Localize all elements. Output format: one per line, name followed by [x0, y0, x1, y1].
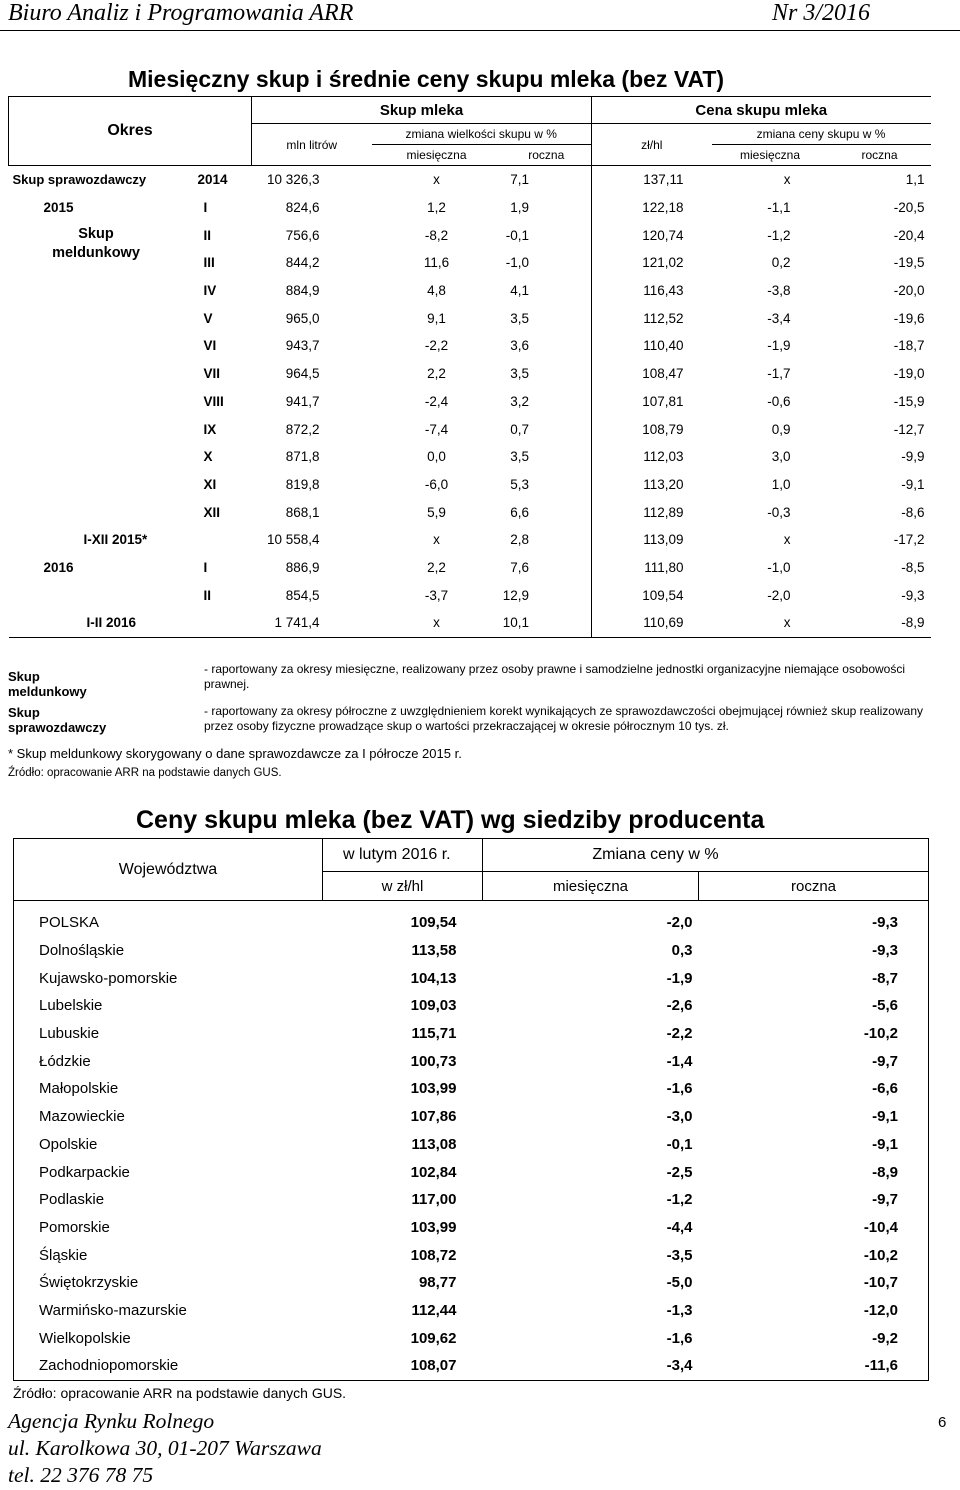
monthly-change-cell: -1,3	[666, 1301, 693, 1319]
region-name: Śląskie	[14, 1241, 323, 1269]
table-row	[14, 1131, 929, 1159]
footer-agency: Agencja Rynku Rolnego	[8, 1409, 215, 1433]
table-row	[9, 332, 931, 360]
value-cell: 113,09	[592, 526, 712, 554]
value-cell: -0,6	[767, 393, 791, 409]
table-row	[14, 1269, 929, 1297]
legend-term-meldunkowy: Skup meldunkowy	[8, 669, 87, 699]
value-cell: -9,3	[901, 587, 925, 603]
price-cell: 107,86	[410, 1108, 457, 1126]
value-cell: -18,7	[893, 338, 925, 354]
value-cell: 112,89	[592, 498, 712, 526]
row-label-sum-2015: I-XII 2015*	[83, 532, 148, 548]
value-cell: -8,9	[829, 609, 931, 637]
yearly-change-cell: -10,2	[699, 1020, 929, 1048]
legend-def-meldunkowy: - raportowany za okresy miesięczne, realizowany przez osoby prawne i samodzielne jednostki organizacyjne niemające osobowości prawnej.	[204, 662, 906, 691]
header-cena-skupu: Cena skupu mleka	[592, 97, 931, 124]
table-row	[9, 471, 931, 499]
value-cell: 964,5	[285, 366, 320, 382]
header-zmiana-wielkosci: zmiana wielkości skupu w %	[372, 124, 592, 145]
yearly-change-cell: -9,7	[699, 1186, 929, 1214]
value-cell: 1,9	[510, 200, 529, 216]
table-row	[9, 581, 931, 609]
header-skup-mleka: Skup mleka	[252, 97, 592, 124]
value-cell: -19,6	[893, 310, 925, 326]
value-cell: 108,79	[592, 415, 712, 443]
value-cell: 871,8	[285, 449, 320, 465]
value-cell: 5,3	[510, 476, 529, 492]
value-cell: 10 326,3	[266, 172, 320, 188]
table-row	[9, 304, 931, 332]
region-name: Kujawsko-pomorskie	[14, 964, 323, 992]
table-row	[9, 360, 931, 388]
page-number: 6	[938, 1414, 947, 1431]
month-label: I	[203, 559, 208, 575]
value-cell: 0,0	[427, 449, 446, 465]
value-cell: 110,40	[592, 332, 712, 360]
value-cell: -1,2	[767, 227, 791, 243]
value-cell: 4,1	[510, 283, 529, 299]
value-cell: 2,2	[427, 366, 446, 382]
value-cell: 965,0	[285, 310, 320, 326]
footer-phone: tel. 22 376 78 75	[8, 1463, 154, 1487]
value-cell: 884,9	[285, 283, 320, 299]
value-cell: x	[433, 172, 440, 188]
header-mln-litrow: mln litrów	[252, 124, 372, 166]
value-cell: 110,69	[592, 609, 712, 637]
empty-label-cell	[9, 304, 184, 332]
value-cell: 12,9	[502, 587, 529, 603]
value-cell: -17,2	[893, 532, 925, 548]
table-row	[9, 526, 931, 554]
header-w-lutym: w lutym 2016 r.	[323, 839, 483, 872]
empty-label-cell	[9, 498, 184, 526]
value-cell: 10,1	[502, 609, 592, 637]
table-row	[9, 221, 931, 249]
month-label: II	[203, 227, 212, 243]
table-row	[14, 992, 929, 1020]
table-row	[9, 443, 931, 471]
month-label: VIII	[203, 393, 224, 409]
value-cell: -20,0	[893, 283, 925, 299]
header-miesieczna-cena: miesięczna	[712, 145, 829, 166]
value-cell: -1,0	[767, 559, 791, 575]
table1-title: Miesięczny skup i średnie ceny skupu mleka (bez VAT)	[128, 66, 725, 92]
value-cell: -2,4	[424, 393, 449, 409]
footer-street: ul. Karolkowa 30, 01-207 Warszawa	[8, 1436, 322, 1460]
monthly-change-cell: -2,5	[666, 1163, 693, 1181]
yearly-change-cell: -9,1	[699, 1131, 929, 1159]
header-zmiana-ceny-pct: Zmiana ceny w %	[483, 839, 929, 872]
value-cell: 116,43	[592, 277, 712, 305]
meldunkowy-line-2: meldunkowy	[52, 245, 140, 262]
table-row	[14, 1352, 929, 1380]
year-label-2015: 2015	[43, 200, 74, 216]
header-okres: Okres	[9, 97, 252, 166]
value-cell: 3,0	[771, 449, 791, 465]
table-row	[14, 964, 929, 992]
table-row	[14, 901, 929, 937]
region-name: Dolnośląskie	[14, 937, 323, 965]
empty-label-cell	[9, 388, 184, 416]
yearly-change-cell: -10,7	[699, 1269, 929, 1297]
header-wojewodztwa: Województwa	[14, 839, 323, 901]
region-name: Podlaskie	[14, 1186, 323, 1214]
source-note-1: Źródło: opracowanie ARR na podstawie danych GUS.	[8, 767, 282, 779]
table-row	[14, 1103, 929, 1131]
month-label: I	[203, 200, 208, 216]
value-cell: -8,2	[424, 227, 449, 243]
value-cell: 0,2	[771, 255, 791, 271]
value-cell: 1,0	[771, 476, 791, 492]
table-row	[14, 1241, 929, 1269]
monthly-change-cell: -5,0	[666, 1274, 693, 1292]
price-cell: 102,84	[410, 1163, 457, 1181]
value-cell: 824,6	[285, 200, 320, 216]
value-cell: 111,80	[592, 554, 712, 582]
value-cell: -9,9	[901, 449, 925, 465]
value-cell: 3,5	[510, 366, 529, 382]
price-cell: 103,99	[410, 1080, 457, 1098]
value-cell: 3,5	[510, 449, 529, 465]
yearly-change-cell: -9,3	[699, 937, 929, 965]
region-name: Mazowieckie	[14, 1103, 323, 1131]
value-cell: 109,54	[592, 581, 712, 609]
value-cell: -8,5	[901, 559, 925, 575]
region-name: Zachodniopomorskie	[14, 1352, 323, 1380]
monthly-change-cell: -1,6	[666, 1080, 693, 1098]
value-cell: -1,0	[505, 255, 529, 271]
value-cell: -7,4	[424, 421, 449, 437]
price-cell: 98,77	[418, 1274, 457, 1292]
table2-title: Ceny skupu mleka (bez VAT) wg siedziby producenta	[136, 806, 765, 834]
yearly-change-cell: -9,7	[699, 1047, 929, 1075]
yearly-change-cell: -11,6	[699, 1352, 929, 1380]
month-label: VII	[203, 366, 221, 382]
value-cell: x	[372, 609, 502, 637]
yearly-change-cell: -12,0	[699, 1297, 929, 1325]
value-cell: -15,9	[893, 393, 925, 409]
yearly-change-cell: -9,1	[699, 1103, 929, 1131]
table-row	[9, 166, 931, 194]
region-name: POLSKA	[14, 901, 323, 937]
value-cell: 112,03	[592, 443, 712, 471]
monthly-change-cell: -1,9	[666, 969, 693, 987]
value-cell: -1,1	[767, 200, 791, 216]
header-publisher: Biuro Analiz i Programowania ARR	[8, 0, 354, 26]
table-row	[9, 277, 931, 305]
value-cell: 2,8	[510, 532, 529, 548]
monthly-change-cell: -3,5	[666, 1246, 693, 1264]
price-cell: 109,03	[410, 997, 457, 1015]
month-label: X	[203, 449, 213, 465]
monthly-change-cell: -2,0	[666, 914, 693, 932]
table-row	[14, 1047, 929, 1075]
price-cell: 117,00	[411, 1191, 457, 1209]
row-label-sum-2016: I-II 2016	[9, 609, 252, 637]
table-row	[14, 1214, 929, 1242]
empty-label-cell	[9, 443, 184, 471]
yearly-change-cell: -8,7	[699, 964, 929, 992]
month-label: IX	[203, 421, 217, 437]
price-cell: 112,44	[411, 1301, 457, 1319]
price-cell: 103,99	[410, 1218, 457, 1236]
value-cell: 5,9	[427, 504, 446, 520]
table-row	[14, 1075, 929, 1103]
price-cell: 108,72	[410, 1246, 457, 1264]
monthly-change-cell: -1,4	[666, 1052, 693, 1070]
page-header	[0, 0, 960, 31]
value-cell: 120,74	[592, 221, 712, 249]
value-cell: 10 558,4	[266, 532, 320, 548]
value-cell: 3,2	[510, 393, 529, 409]
header-miesieczna-skup: miesięczna	[372, 145, 502, 166]
value-cell: -3,7	[424, 587, 449, 603]
monthly-change-cell: -1,2	[666, 1191, 693, 1209]
value-cell: 2,2	[427, 559, 446, 575]
value-cell: x	[783, 172, 791, 188]
value-cell: 756,6	[285, 227, 320, 243]
value-cell: -1,9	[767, 338, 791, 354]
region-name: Wielkopolskie	[14, 1324, 323, 1352]
header-miesieczna: miesięczna	[483, 872, 699, 901]
region-name: Podkarpackie	[14, 1158, 323, 1186]
table-row	[9, 554, 931, 582]
row-label-skup-sprawozdawczy: Skup sprawozdawczy	[12, 172, 147, 188]
yearly-change-cell: -10,4	[699, 1214, 929, 1242]
yearly-change-cell: -6,6	[699, 1075, 929, 1103]
value-cell: 0,7	[510, 421, 529, 437]
value-cell: 819,8	[285, 476, 320, 492]
price-cell: 115,71	[411, 1025, 457, 1043]
value-cell: -8,6	[901, 504, 925, 520]
legend-term-sprawozdawczy: Skup sprawozdawczy	[8, 705, 107, 735]
footer-address	[8, 1408, 322, 1489]
region-name: Lubelskie	[14, 992, 323, 1020]
value-cell: 112,52	[592, 304, 712, 332]
year-label-2016: 2016	[43, 559, 74, 575]
price-cell: 100,73	[410, 1052, 457, 1070]
table-row	[9, 415, 931, 443]
value-cell: 3,5	[510, 310, 529, 326]
value-cell: -1,7	[767, 366, 791, 382]
value-cell: x	[783, 532, 791, 548]
month-label: V	[203, 310, 213, 326]
monthly-change-cell: -2,2	[666, 1025, 693, 1043]
table-row	[14, 937, 929, 965]
price-cell: 109,54	[410, 914, 457, 932]
month-label: IV	[203, 283, 217, 299]
header-roczna-skup: roczna	[502, 145, 592, 166]
month-label: XI	[203, 476, 217, 492]
table-row	[14, 1324, 929, 1352]
yearly-change-cell: -9,3	[699, 901, 929, 937]
table-row	[9, 498, 931, 526]
value-cell: -0,3	[767, 504, 791, 520]
header-w-zl-hl: w zł/hl	[323, 872, 483, 901]
value-cell: 868,1	[285, 504, 320, 520]
empty-label-cell	[9, 471, 184, 499]
value-cell: 7,1	[510, 172, 529, 188]
value-cell: 943,7	[285, 338, 320, 354]
price-cell: 108,07	[323, 1352, 483, 1380]
value-cell: 108,47	[592, 360, 712, 388]
value-cell: -12,7	[893, 421, 925, 437]
value-cell: 941,7	[285, 393, 320, 409]
value-cell: 137,11	[592, 166, 712, 194]
value-cell: 121,02	[592, 249, 712, 277]
value-cell: -2,0	[767, 587, 791, 603]
value-cell: 113,20	[592, 471, 712, 499]
year-label: 2014	[197, 172, 228, 188]
value-cell: 4,8	[427, 283, 446, 299]
table-row	[14, 1158, 929, 1186]
header-zmiana-ceny: zmiana ceny skupu w %	[712, 124, 931, 145]
region-name: Łódzkie	[14, 1047, 323, 1075]
yearly-change-cell: -9,2	[699, 1324, 929, 1352]
value-cell: 9,1	[427, 310, 446, 326]
value-cell: 3,6	[510, 338, 529, 354]
header-zl-hl: zł/hl	[592, 124, 712, 166]
monthly-change-cell: -4,4	[666, 1218, 693, 1236]
table-row	[14, 1297, 929, 1325]
region-name: Pomorskie	[14, 1214, 323, 1242]
row-label-skup-meldunkowy	[9, 221, 184, 276]
monthly-change-cell: 0,3	[671, 942, 693, 960]
table-row	[9, 388, 931, 416]
value-cell: 6,6	[510, 504, 529, 520]
yearly-change-cell: -8,9	[699, 1158, 929, 1186]
table-row	[9, 194, 931, 222]
milk-purchase-table	[8, 96, 931, 638]
value-cell: 0,9	[771, 421, 791, 437]
region-name: Lubuskie	[14, 1020, 323, 1048]
value-cell: 1,1	[905, 172, 925, 188]
value-cell: 1 741,4	[252, 609, 372, 637]
month-label: XII	[203, 504, 221, 520]
value-cell: 1,2	[427, 200, 446, 216]
meldunkowy-line-1: Skup	[78, 226, 114, 243]
table-row	[9, 609, 931, 637]
value-cell: -19,5	[893, 255, 925, 271]
month-label: III	[203, 255, 215, 271]
source-note-2: Źródło: opracowanie ARR na podstawie danych GUS.	[13, 1385, 347, 1401]
empty-label-cell	[9, 581, 184, 609]
table-row	[14, 1020, 929, 1048]
value-cell: 844,2	[285, 255, 320, 271]
value-cell: -20,5	[893, 200, 925, 216]
value-cell: 886,9	[285, 559, 320, 575]
monthly-change-cell: -3,0	[666, 1108, 693, 1126]
value-cell: 11,6	[423, 255, 450, 271]
region-name: Świętokrzyskie	[14, 1269, 323, 1297]
month-label: II	[203, 587, 212, 603]
legend-def-sprawozdawczy: - raportowany za okresy półroczne z uwzględnieniem korekt wynikających ze sprawozdawczości obejmującej również skup realizowany przez osoby fizyczne prowadzące skup o wartości przekraczającej w okresie półrocznym 10 tys. zł.	[204, 704, 923, 733]
yearly-change-cell: -5,6	[699, 992, 929, 1020]
price-cell: 113,58	[411, 942, 457, 960]
regional-prices-table	[13, 838, 929, 1381]
value-cell: -6,0	[424, 476, 449, 492]
value-cell: 872,2	[285, 421, 320, 437]
month-label: VI	[203, 338, 217, 354]
value-cell: x	[433, 532, 440, 548]
value-cell: -2,2	[424, 338, 449, 354]
empty-label-cell	[9, 332, 184, 360]
monthly-change-cell: -2,6	[666, 997, 693, 1015]
region-name: Małopolskie	[14, 1075, 323, 1103]
empty-label-cell	[9, 360, 184, 388]
table-row	[14, 1186, 929, 1214]
value-cell: 122,18	[592, 194, 712, 222]
region-name: Opolskie	[14, 1131, 323, 1159]
value-cell: -0,1	[505, 227, 529, 243]
value-cell: -3,4	[767, 310, 791, 326]
value-cell: 7,6	[510, 559, 529, 575]
value-cell: x	[712, 609, 829, 637]
value-cell: -3,8	[767, 283, 791, 299]
value-cell: -19,0	[893, 366, 925, 382]
value-cell: 107,81	[592, 388, 712, 416]
empty-label-cell	[9, 277, 184, 305]
price-cell: 113,08	[411, 1135, 457, 1153]
header-roczna-cena: roczna	[829, 145, 931, 166]
monthly-change-cell: -0,1	[666, 1135, 693, 1153]
price-cell: 104,13	[410, 969, 457, 987]
region-name: Warmińsko-mazurskie	[14, 1297, 323, 1325]
value-cell: -9,1	[901, 476, 925, 492]
price-cell: 109,62	[410, 1329, 457, 1347]
monthly-change-cell: -1,6	[666, 1329, 693, 1347]
value-cell: 854,5	[285, 587, 320, 603]
header-roczna: roczna	[699, 872, 929, 901]
yearly-change-cell: -10,2	[699, 1241, 929, 1269]
empty-label-cell	[9, 415, 184, 443]
value-cell: -20,4	[893, 227, 925, 243]
header-issue-number: Nr 3/2016	[771, 0, 870, 26]
monthly-change-cell: -3,4	[483, 1352, 699, 1380]
footnote: * Skup meldunkowy skorygowany o dane sprawozdawcze za I półrocze 2015 r.	[8, 746, 462, 761]
